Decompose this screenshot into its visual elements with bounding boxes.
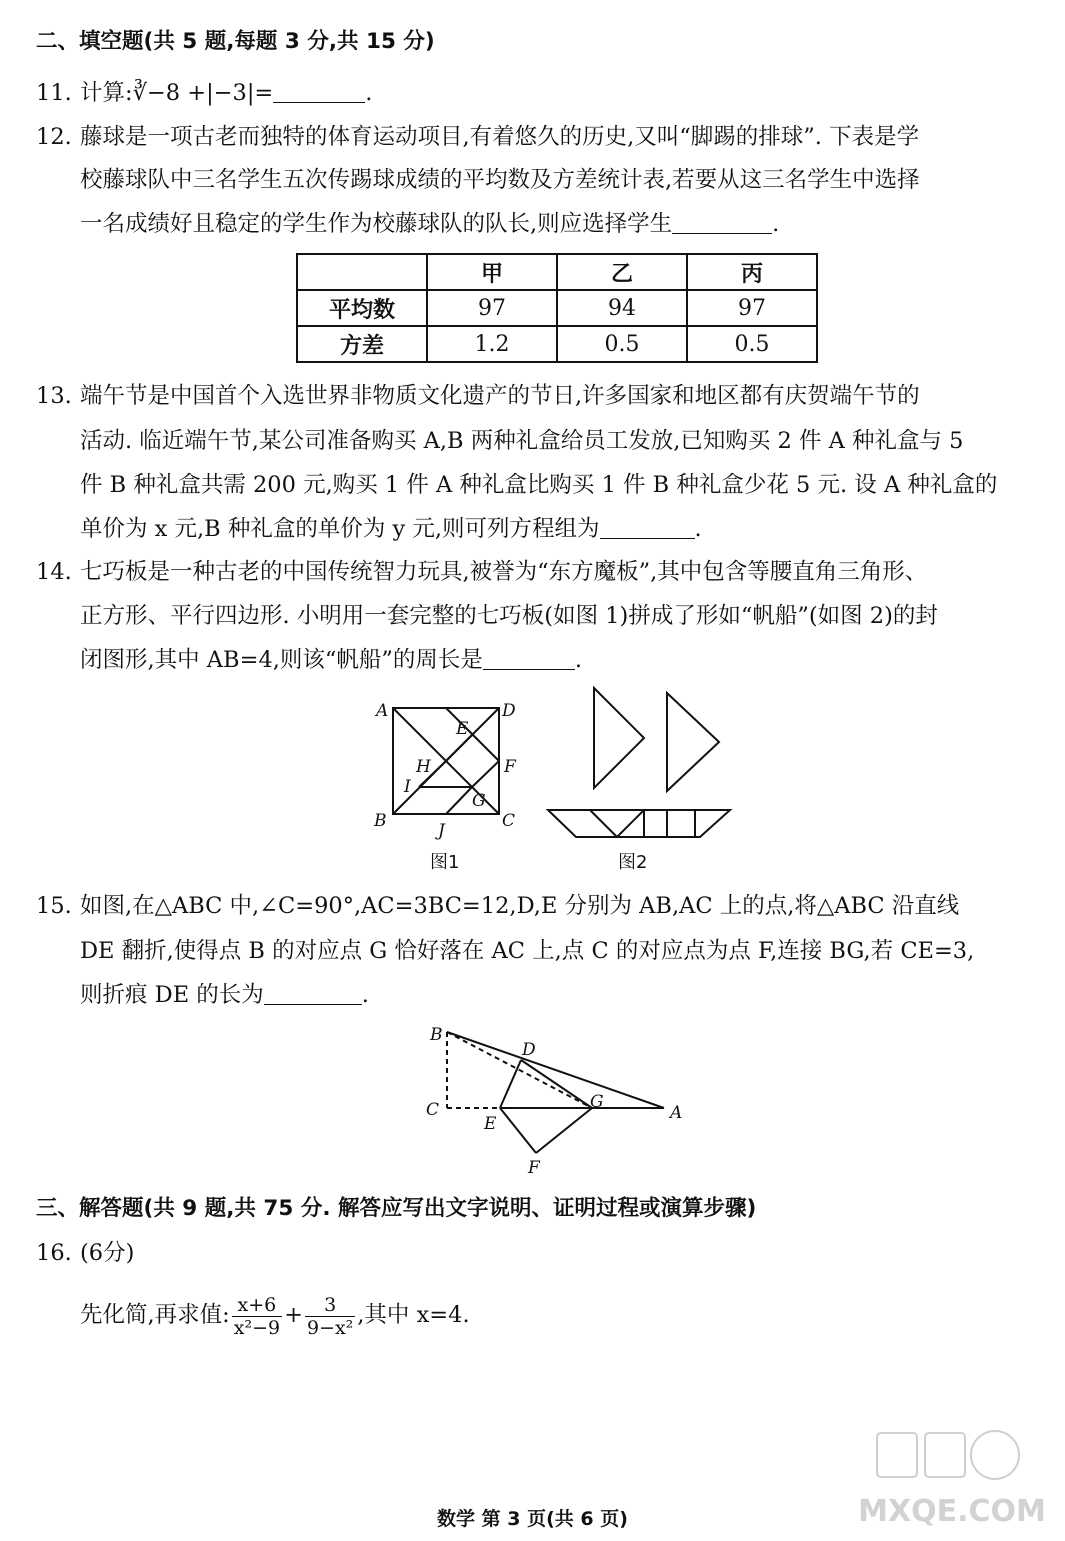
answer-blank[interactable]: [672, 211, 772, 234]
point-label-A: A: [376, 701, 389, 721]
row-label: 平均数: [297, 290, 427, 326]
table-cell: 0.5: [687, 326, 817, 362]
question-text-line: 件 B 种礼盒共需 200 元,购买 1 件 A 种礼盒比购买 1 件 B 种礼盒少花 5 元. 设 A 种礼盒的: [80, 472, 998, 498]
point-label-D: D: [502, 701, 516, 721]
row-label: 方差: [297, 326, 427, 362]
table-row: [297, 290, 817, 326]
point-label-B: B: [374, 811, 387, 831]
question-text-line: 正方形、平行四边形. 小明用一套完整的七巧板(如图 1)拼成了形如“帆船”(如图 2)的封: [80, 603, 938, 629]
sailboat-figure-2: [540, 680, 740, 876]
question-text-line: 则折痕 DE 的长为: [80, 982, 264, 1008]
question-number: 16.: [36, 1240, 72, 1266]
point-label-I: I: [404, 777, 411, 797]
watermark-text: MXQE.COM: [858, 1494, 1046, 1529]
table-cell: 1.2: [427, 326, 557, 362]
question-text: 先化简,再求值:: [80, 1302, 230, 1328]
table-header-row: [297, 254, 817, 290]
answer-blank[interactable]: [264, 982, 362, 1005]
question-text-line: 藤球是一项古老而独特的体育运动项目,有着悠久的历史,又叫“脚踢的排球”. 下表是学: [80, 124, 920, 150]
point-label-G: G: [472, 791, 486, 811]
question-text-line: 端午节是中国首个入选世界非物质文化遗产的节日,许多国家和地区都有庆贺端午节的: [80, 383, 920, 409]
statistics-table: [296, 253, 818, 363]
point-label-J: J: [438, 821, 445, 841]
score-note: (6分): [80, 1240, 135, 1266]
question-text-line: 闭图形,其中 AB=4,则该“帆船”的周长是: [80, 647, 483, 673]
table-header-cell: 甲: [427, 254, 557, 290]
question-text-line: 一名成绩好且稳定的学生作为校藤球队的队长,则应选择学生: [80, 211, 673, 237]
question-text-line: 单价为 x 元,B 种礼盒的单价为 y 元,则可列方程组为: [80, 516, 600, 542]
figure-caption: 图2: [618, 852, 648, 873]
point-label-E: E: [456, 719, 469, 739]
table-header-cell: [297, 254, 427, 290]
point-label-G: G: [590, 1092, 604, 1112]
sail-right: [667, 693, 719, 791]
question-number: 15.: [36, 893, 72, 919]
table-header-cell: 乙: [557, 254, 687, 290]
point-label-F: F: [528, 1158, 540, 1178]
question-text: 计算:: [80, 80, 133, 106]
answer-blank[interactable]: [483, 647, 575, 670]
point-label-B: B: [430, 1025, 443, 1045]
fraction: $\frac{x+6}{\text{x²−9}}$: [233, 1293, 281, 1339]
fold-triangle-figure: [418, 1018, 698, 1178]
table-row: [297, 326, 817, 362]
table-cell: 97: [687, 290, 817, 326]
question-text-line: 如图,在△ABC 中,∠C=90°,AC=3BC=12,D,E 分别为 AB,AC 上的点,将△ABC 沿直线: [80, 893, 960, 919]
sail-left: [594, 688, 644, 788]
point-label-F: F: [504, 757, 516, 777]
section-title: 三、解答题(共 9 题,共 75 分. 解答应写出文字说明、证明过程或演算步骤): [36, 1196, 757, 1221]
answer-blank[interactable]: [273, 80, 365, 103]
figure-caption: 图1: [430, 852, 460, 873]
table-cell: 94: [557, 290, 687, 326]
fraction: $\frac{3}{\text{9−x²}}$: [306, 1293, 354, 1339]
question-text-line: 活动. 临近端午节,某公司准备购买 A,B 两种礼盒给员工发放,已知购买 2 件 A 种礼盒与 5: [80, 428, 964, 454]
point-label-A: A: [670, 1103, 683, 1123]
answer-blank[interactable]: [600, 516, 695, 539]
point-label-C: C: [502, 811, 516, 831]
section-title: 二、填空题(共 5 题,每题 3 分,共 15 分): [36, 29, 435, 54]
table-header-cell: 丙: [687, 254, 817, 290]
math-expression: ∛−8 +|−3|=: [132, 80, 274, 106]
exam-page: 二、填空题(共 5 题,每题 3 分,共 15 分) 11. 计算:∛−8 +|−3|= . 12. 藤球是一项古老而独特的体育运动项目,有着悠久的历史,又叫“脚踢的排球”. 下表是学 校藤球队中三名学生五次传踢球成绩的平均数及方差统计表,若要从这三名学生中选择 一名成绩好且稳定的学生作为校藤球队的队长,则应选择学生 . 甲 乙 丙 平均数 97 94 97 方差 1.2 0.5 0.5 13. 端午节是中国首个入选世界非物质文化遗产的节日,许多国家和地区都有庆贺端午节的 活动. 临近端午节,某公司准备购买 A,B 两种礼盒给员工发放,已知购买 2 件 A 种礼盒与 5 件 B 种礼盒共需 200 元,购买 1 件 A 种礼盒比购买 1 件 B 种礼盒少花 5 元. 设 A 种礼盒的 单价为 x 元,B 种礼盒的单价为 y 元,则可列方程组为 . 14. 七巧板是一种古老的中国传统智力玩具,被誉为“东方魔板”,其中包含等腰直角三角形、 正方形、平行四边形. 小明用一套完整的七巧板(如图 1)拼成了形如“帆船”(如图 2)的封 闭图形,其中 AB=4,则该“帆船”的周长是 . A D E H F I G B J C 图1 图2 15. 如图,在△ABC 中,∠C=90°,AC=3BC=12,D,E 分别为 AB,AC 上的点,将△ABC 沿直线 DE 翻折,使得点 B 的对应点 G 恰好落在 AC 上,点 C 的对应点为点 F,连接 BG,若 CE=3, 则折痕 DE 的长为 . B D C E G A F 三、解答题(共 9 题,共 75 分. 解答应写出文字说明、证明过程或演算步骤) 16. (6分) 先化简,再求值: $\frac{x+6}{\text{x²−9}}$ + $\frac{3}{\text{9−x²}}$ ,其中 x=4. MXQE.COM 数学 第 3 页(共 6 页): [0, 0, 1065, 1541]
question-text-line: DE 翻折,使得点 B 的对应点 G 恰好落在 AC 上,点 C 的对应点为点 F,连接 BG,若 CE=3,: [80, 938, 975, 964]
question-number: 14.: [36, 559, 72, 585]
point-label-E: E: [484, 1114, 497, 1134]
question-number: 12.: [36, 124, 72, 150]
question-number: 13.: [36, 383, 72, 409]
question-text-line: 七巧板是一种古老的中国传统智力玩具,被誉为“东方魔板”,其中包含等腰直角三角形、: [80, 559, 928, 585]
table-cell: 0.5: [557, 326, 687, 362]
table-cell: 97: [427, 290, 557, 326]
question-16-body: 先化简,再求值: $\frac{x+6}{\text{x²−9}}$ + $\frac{3}{\text{9−x²}}$ ,其中 x=4.: [80, 1293, 470, 1339]
tangram-figure-1: [368, 696, 528, 876]
point-label-D: D: [522, 1040, 536, 1060]
point-label-C: C: [426, 1100, 440, 1120]
question-text-line: 校藤球队中三名学生五次传踢球成绩的平均数及方差统计表,若要从这三名学生中选择: [80, 167, 920, 193]
question-number: 11.: [36, 80, 72, 106]
point-label-H: H: [416, 757, 431, 777]
page-footer: 数学 第 3 页(共 6 页): [437, 1508, 628, 1530]
